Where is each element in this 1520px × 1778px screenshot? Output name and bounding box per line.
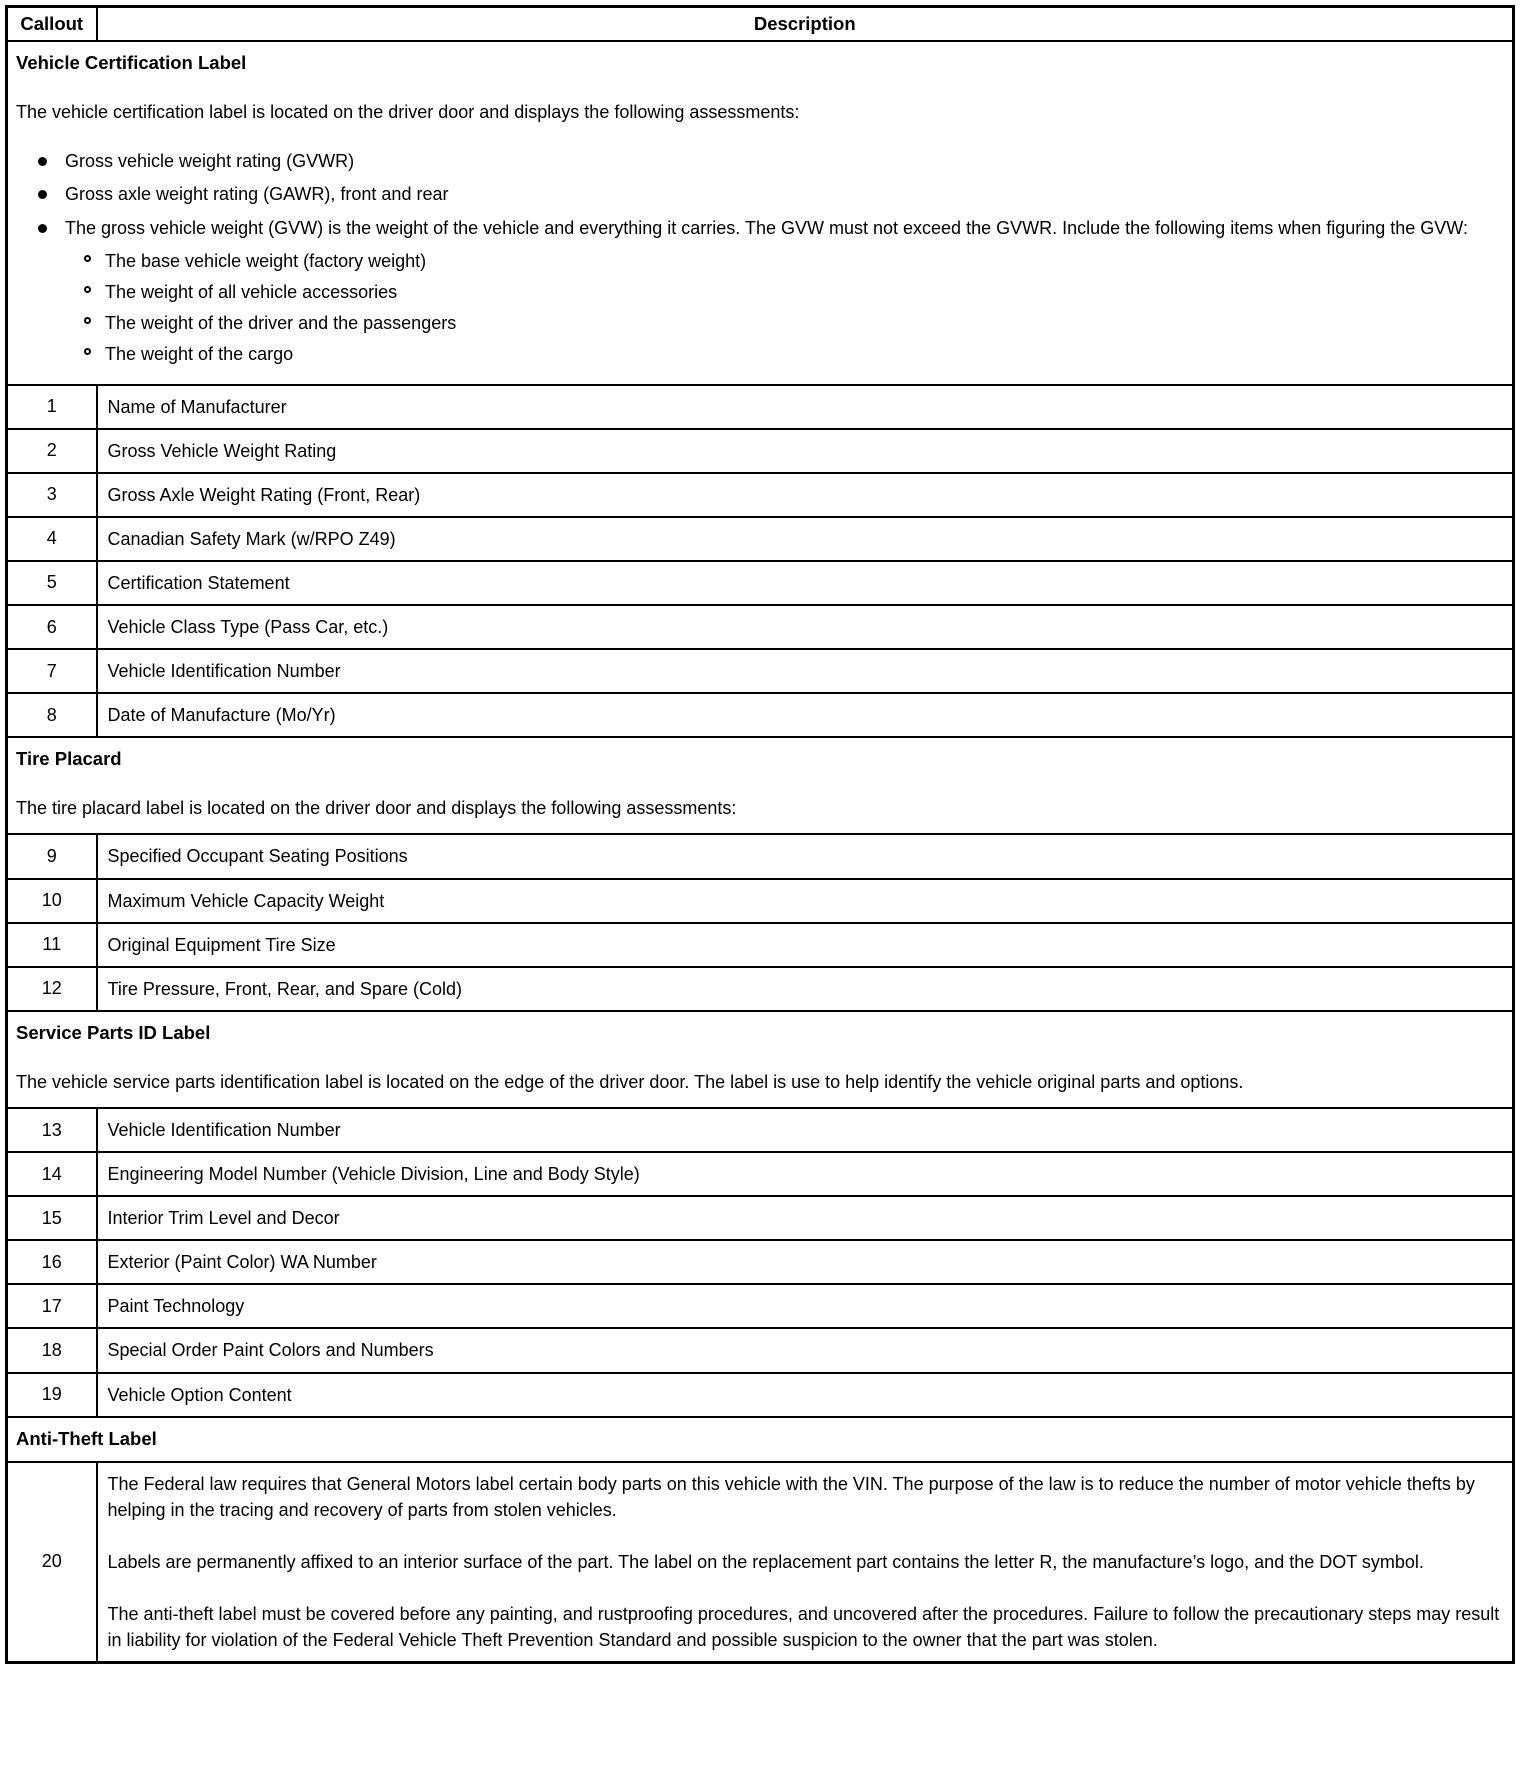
bullet-dot-icon xyxy=(38,190,47,199)
table-row xyxy=(7,693,1514,737)
bullet-circle-icon xyxy=(84,255,91,262)
callout-cell: 15 xyxy=(7,1196,97,1240)
description-paragraph: The anti-theft label must be covered before any painting, and rustproofing procedures, and uncovered after the procedures. Failure to follow the precautionary steps may result in liability for violation of the Federal Vehicle Theft Prevention Standard and possible suspicion to the owner that the part was stolen. xyxy=(107,1603,1500,1651)
table-row xyxy=(7,923,1514,967)
sub-bullet-item xyxy=(84,249,1502,274)
bullet-list xyxy=(16,149,1502,367)
description-cell xyxy=(97,517,1514,561)
callout-cell: 16 xyxy=(7,1240,97,1284)
bullet-item xyxy=(38,182,1502,207)
table-row xyxy=(7,1462,1514,1663)
callout-cell: 6 xyxy=(7,605,97,649)
section-row xyxy=(7,41,1514,385)
description-paragraph: Original Equipment Tire Size xyxy=(107,934,336,955)
description-cell xyxy=(97,693,1514,737)
callout-cell: 4 xyxy=(7,517,97,561)
header-description: Description xyxy=(97,7,1514,42)
description-paragraph: Vehicle Option Content xyxy=(107,1384,292,1405)
section-row xyxy=(7,1011,1514,1108)
callout-cell: 17 xyxy=(7,1284,97,1328)
section-title: Service Parts ID Label xyxy=(16,1021,211,1043)
bullet-item xyxy=(38,149,1502,174)
section-title: Vehicle Certification Label xyxy=(16,52,247,73)
sub-bullet-text: The weight of the driver and the passengers xyxy=(105,313,457,334)
table-row xyxy=(7,429,1514,473)
description-cell xyxy=(97,649,1514,693)
callout-cell: 14 xyxy=(7,1152,97,1196)
table-row xyxy=(7,1284,1514,1328)
section-row xyxy=(7,737,1514,834)
header-row xyxy=(7,7,1514,42)
table-row xyxy=(7,1196,1514,1240)
bullet-circle-icon xyxy=(84,286,91,293)
table-row xyxy=(7,1152,1514,1196)
description-cell xyxy=(97,1108,1514,1152)
sub-bullet-text: The weight of the cargo xyxy=(105,344,294,365)
section-cell xyxy=(7,1011,1514,1108)
description-cell xyxy=(97,1284,1514,1328)
table-row xyxy=(7,1108,1514,1152)
table-row xyxy=(7,517,1514,561)
description-paragraph: Vehicle Class Type (Pass Car, etc.) xyxy=(107,616,389,637)
description-paragraph: Maximum Vehicle Capacity Weight xyxy=(107,890,385,911)
callout-cell: 12 xyxy=(7,967,97,1011)
description-cell xyxy=(97,879,1514,923)
section-title: Tire Placard xyxy=(16,748,122,770)
description-paragraph: Special Order Paint Colors and Numbers xyxy=(107,1340,434,1361)
section-cell xyxy=(7,1417,1514,1462)
section-cell xyxy=(7,737,1514,834)
bullet-item xyxy=(38,216,1502,241)
table-row xyxy=(7,1373,1514,1417)
description-paragraph: Date of Manufacture (Mo/Yr) xyxy=(107,705,336,726)
description-cell xyxy=(97,561,1514,605)
table-row xyxy=(7,879,1514,923)
callout-cell: 2 xyxy=(7,429,97,473)
description-cell xyxy=(97,1240,1514,1284)
table-header xyxy=(7,7,1514,42)
description-paragraph: Gross Vehicle Weight Rating xyxy=(107,440,337,461)
description-paragraph: Paint Technology xyxy=(107,1296,245,1317)
table-body xyxy=(7,41,1514,1663)
description-paragraph: The Federal law requires that General Motors label certain body parts on this vehicle with the VIN. The purpose of the law is to reduce the number of motor vehicle thefts by helping in the tracing and recovery of parts from stolen vehicles. xyxy=(107,1473,1475,1520)
description-paragraph: Specified Occupant Seating Positions xyxy=(107,846,408,867)
header-callout: Callout xyxy=(7,7,97,42)
description-cell xyxy=(97,1152,1514,1196)
description-cell xyxy=(97,473,1514,517)
bullet-circle-icon xyxy=(84,317,91,324)
table-row xyxy=(7,385,1514,429)
callout-cell: 18 xyxy=(7,1328,97,1372)
bullet-dot-icon xyxy=(38,157,47,166)
bullet-circle-icon xyxy=(84,348,91,355)
description-cell xyxy=(97,834,1514,878)
callout-cell: 8 xyxy=(7,693,97,737)
table-row xyxy=(7,967,1514,1011)
description-paragraph: Engineering Model Number (Vehicle Division, Line and Body Style) xyxy=(107,1164,640,1185)
table-row xyxy=(7,1328,1514,1372)
description-paragraph: Labels are permanently affixed to an interior surface of the part. The label on the replacement part contains the letter R, the manufacture’s logo, and the DOT symbol. xyxy=(107,1551,1424,1572)
callout-cell: 5 xyxy=(7,561,97,605)
sub-bullet-text: The weight of all vehicle accessories xyxy=(105,281,398,302)
description-cell xyxy=(97,967,1514,1011)
callout-cell: 1 xyxy=(7,385,97,429)
description-paragraph: Canadian Safety Mark (w/RPO Z49) xyxy=(107,528,396,549)
bullet-text: Gross vehicle weight rating (GVWR) xyxy=(65,151,355,172)
callout-cell: 13 xyxy=(7,1108,97,1152)
callout-cell: 20 xyxy=(7,1462,97,1663)
callout-cell: 10 xyxy=(7,879,97,923)
description-paragraph: Gross Axle Weight Rating (Front, Rear) xyxy=(107,484,421,505)
bullet-text: The gross vehicle weight (GVW) is the weight of the vehicle and everything it carries. The GVW must not exceed the GVWR. Include the following items when figuring the GVW: xyxy=(65,217,1468,238)
description-cell xyxy=(97,923,1514,967)
description-paragraph: Vehicle Identification Number xyxy=(107,661,341,682)
section-intro: The vehicle certification label is located on the driver door and displays the following assessments: xyxy=(16,102,800,122)
callout-cell: 11 xyxy=(7,923,97,967)
section-cell xyxy=(7,41,1514,385)
description-paragraph: Name of Manufacturer xyxy=(107,396,287,417)
description-paragraph: Exterior (Paint Color) WA Number xyxy=(107,1252,377,1273)
table-row xyxy=(7,1240,1514,1284)
description-paragraph: Vehicle Identification Number xyxy=(107,1120,341,1140)
table-row xyxy=(7,605,1514,649)
description-cell xyxy=(97,1196,1514,1240)
description-cell xyxy=(97,1462,1514,1663)
section-intro: The tire placard label is located on the driver door and displays the following assessments: xyxy=(16,798,737,819)
callout-table xyxy=(5,5,1515,1664)
description-cell xyxy=(97,1328,1514,1372)
section-title: Anti-Theft Label xyxy=(16,1427,157,1449)
table-row xyxy=(7,561,1514,605)
description-cell xyxy=(97,605,1514,649)
callout-cell: 7 xyxy=(7,649,97,693)
callout-cell: 19 xyxy=(7,1373,97,1417)
table-row xyxy=(7,473,1514,517)
description-paragraph: Tire Pressure, Front, Rear, and Spare (Cold) xyxy=(107,978,462,999)
sub-bullet-item xyxy=(84,311,1502,336)
table-row xyxy=(7,834,1514,878)
description-cell xyxy=(97,429,1514,473)
description-cell xyxy=(97,385,1514,429)
section-intro: The vehicle service parts identification label is located on the edge of the driver door. The label is use to help identify the vehicle original parts and options. xyxy=(16,1071,1244,1092)
description-cell xyxy=(97,1373,1514,1417)
callout-cell: 3 xyxy=(7,473,97,517)
section-row xyxy=(7,1417,1514,1462)
description-paragraph: Interior Trim Level and Decor xyxy=(107,1208,340,1229)
callout-cell: 9 xyxy=(7,834,97,878)
sub-bullet-item xyxy=(84,280,1502,305)
sub-bullet-item xyxy=(84,342,1502,367)
description-paragraph: Certification Statement xyxy=(107,572,290,593)
sub-bullet-text: The base vehicle weight (factory weight) xyxy=(105,250,427,271)
table-row xyxy=(7,649,1514,693)
bullet-dot-icon xyxy=(38,224,47,233)
bullet-text: Gross axle weight rating (GAWR), front and rear xyxy=(65,184,449,205)
